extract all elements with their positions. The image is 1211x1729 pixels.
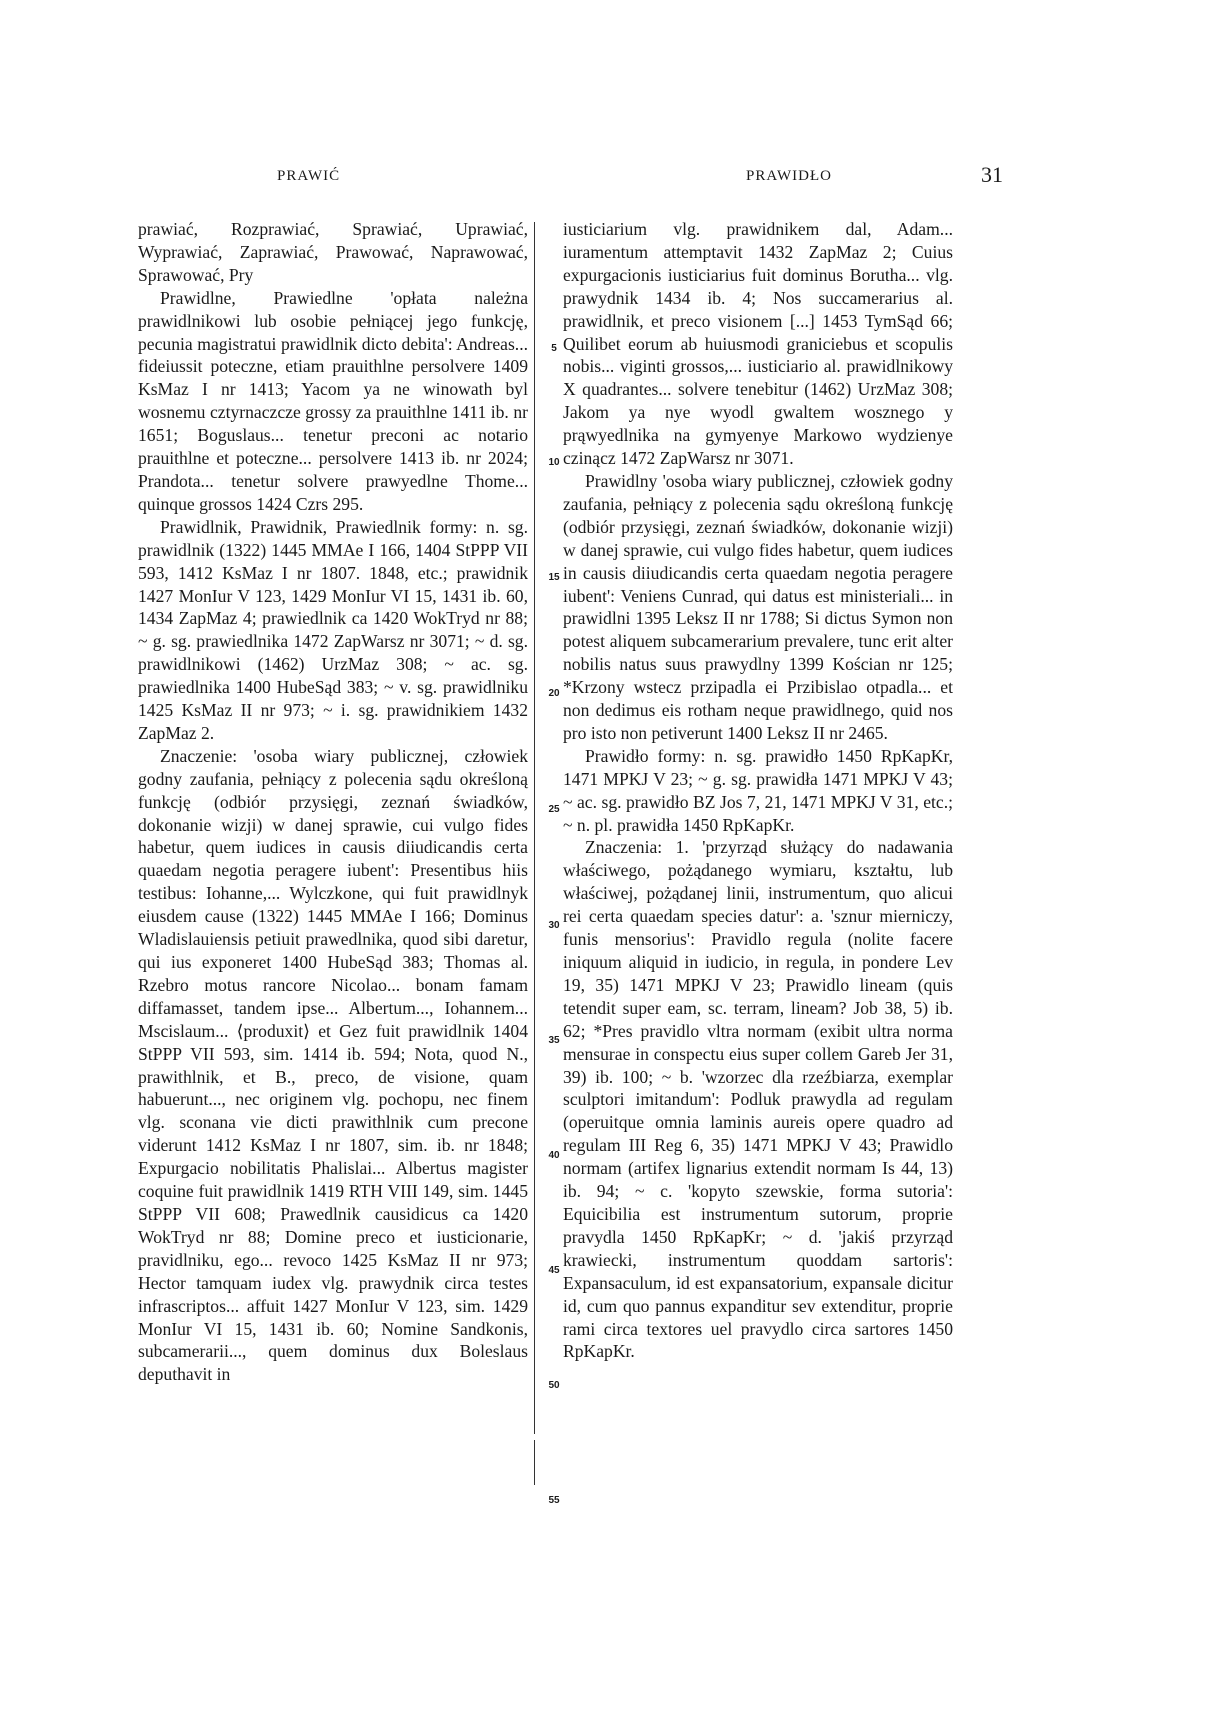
column-divider-lower [534, 1440, 535, 1485]
line-number: 55 [548, 1495, 560, 1506]
entry-prawidlo-meanings: Znaczenia: 1. 'przyrząd służący do nadawania właściwego, pożądanego wymiaru, kształtu, lub właściwej, pożądanej linii, instrumentum, quo alicui rei certa quaedam species datur': a. 'sznur mierniczy, funis mensorius': Pravidlo regula (nolite facere iniquum aliquid in iudicio, in regula, in pondere Lev 19, 35) 1471 MPKJ V 23; Prawidlo lineam (quis tetendit super eam, sc. terram, lineam? Job 38, 5) ib. 62; *Pres pravidlo vltra normam (exibit ultra norma mensurae in conspectu eius super collem Gareb Jer 31, 39) ib. 100; ~ b. 'wzorzec dla rzeźbiarza, exemplar sculptori imitandum': Podluk prawydla ad regulam (operuitque omnia laminis aureis opere quadro ad regulam III Reg 6, 35) 1471 MPKJ V 43; Prawidlo normam (artifex lignarius extendit normam Is 44, 13) ib. 94; ~ c. 'kopyto szewskie, forma sutoria': Equicibilia est instrumentum sutorum, proprie pravydla 1450 RpKapKr; ~ d. 'jakiś przyrząd krawiecki, instrumentum quoddam sartoris': Expansaculum, id est expansatorium, expansale dicitur id, cum quo pannus expanditur sev extenditur, proprie rami circa textores uel pravydlo circa sartores 1450 RpKapKr. [563, 837, 953, 1362]
line-number: 25 [548, 804, 560, 815]
line-number: 10 [548, 457, 560, 468]
entry-prawidlny: Prawidlny 'osoba wiary publicznej, człowiek godny zaufania, pełniący z polecenia sądu określoną funkcję (odbiór przysięgi, zeznań świadków, dokonanie wizji) w danej sprawie, cui vulgo fides habetur, quem iudices in causis diiudicandis certa quaedam negotia peragere iubent': Veniens Cunrad, qui datus est ministeriali... in prawidlni 1395 Leksz II nr 1788; Si dictus Symon non potest aliquem subcamerarium prevalere, tunc erit alter nobilis natus suus prawydlny 1399 Kościan nr 125; *Krzony wstecz przipadla ei Przibislao otpadla... et non dedimus eis rotham neque prawidlnego, quid nos pro isto non petiverunt 1400 Leksz II nr 2465. [563, 470, 953, 743]
entry-prawidlne: Prawidlne, Prawiedlne 'opłata należna prawidlnikowi lub osobie pełniącej jego funkcję, pecunia magistratui prawidlnik dicto debita': Andreas... fideiussit poteczne, etiam prauithlne persolvere 1409 KsMaz I nr 1413; Yacom ya ne winowath byl wosnemu cztyrnaczcze grossy za prauithlne 1411 ib. nr 1651; Boguslaus... tenetur preconi ac notario prauithlne et poteczne... persolvere 1413 ib. nr 2024; Prandota... tenetur solvere prawyedlne Thome... quinque grossos 1424 Czrs 295. [138, 287, 528, 514]
right-column [563, 218, 953, 1363]
line-number: 45 [548, 1265, 560, 1276]
line-number: 5 [551, 343, 557, 354]
page-number: 31 [981, 162, 1003, 187]
line-number: 50 [548, 1380, 560, 1391]
entry-cross-reference: prawiać, Rozprawiać, Sprawiać, Uprawiać, Wyprawiać, Zaprawiać, Prawować, Naprawować, Sprawować, Pry [138, 219, 528, 285]
entry-prawidlnik-meaning: Znaczenie: 'osoba wiary publicznej, człowiek godny zaufania, pełniący z polecenia sądu określoną funkcję (odbiór przysięgi, zeznań świadków, dokonanie wizji) w danej sprawie, cui vulgo fides habetur, quem iudices in causis diiudicandis certa quaedam negotia peragere iubent': Presentibus hiis testibus: Iohanne,... Wylczkone, qui fuit prawidlnyk eiusdem cause (1322) 1445 MMAe I 166; Dominus Wladislauiensis petiuit prawedlnika, quod sibi daretur, qui ius exponeret 1400 HubeSąd 383; Thomas al. Rzebro motus rancore Nicolao... bonam famam diffamasset, tandem ipse... Albertum..., Iohannem... Mscislaum... ⟨produxit⟩ et Gez fuit prawidlnik 1404 StPPP VII 593, sim. 1414 ib. 594; Nota, quod N., prawithlnik, et B., preco, de visione, quam habuerunt..., nec originem vlg. pochopu, nec finem vlg. sconana vie dicti prawithlnik cum precone viderunt 1412 KsMaz I nr 1807, sim. ib. nr 1848; Expurgacio nobilitatis Phalislai... Albertus magister coquine fuit prawidlnik 1419 RTH VIII 149, sim. 1445 StPPP VII 608; Prawedlnik causidicus ca 1420 WokTryd nr 88; Domine preco et iusticionarie, pravidlniku, ego... revoco 1425 KsMaz II nr 973; Hector tamquam iudex vlg. prawydnik circa testes infrascriptos... affuit 1427 MonIur V 123, sim. 1429 MonIur VI 15, 1431 ib. 60; Nomine Sandkonis, subcamerarii..., quem dominus dux Boleslaus deputhavit in [138, 745, 528, 1385]
line-number: 30 [548, 920, 560, 931]
line-number: 40 [548, 1150, 560, 1161]
line-number: 20 [548, 688, 560, 699]
entry-prawidlnik-forms: Prawidlnik, Prawidnik, Prawiedlnik formy: n. sg. prawidlnik (1322) 1445 MMAe I 166, 1404 StPPP VII 593, 1412 KsMaz I nr 1807. 1848, etc.; prawidnik 1427 MonIur V 123, 1429 MonIur VI 15, 1431 ib. 60, 1434 ZapMaz 4; prawiedlnik ca 1420 WokTryd nr 88; ~ g. sg. prawiedlnika 1472 ZapWarsz nr 3071; ~ d. sg. prawidlnikowi (1462) UrzMaz 308; ~ ac. sg. prawiedlnika 1400 HubeSąd 383; ~ v. sg. prawidlniku 1425 KsMaz II nr 973; ~ i. sg. prawidnikiem 1432 ZapMaz 2. [138, 516, 528, 743]
line-number: 15 [548, 572, 560, 583]
entry-prawidlo-forms: Prawidło formy: n. sg. prawidło 1450 RpKapKr, 1471 MPKJ V 23; ~ g. sg. prawidła 1471 MPKJ V 43; ~ ac. sg. prawidło BZ Jos 7, 21, 1471 MPKJ V 31, etc.; ~ n. pl. prawidła 1450 RpKapKr. [563, 745, 953, 835]
running-header-right: PRAWIDŁO [746, 168, 832, 184]
entry-prawidlnik-continued: iusticiarium vlg. prawidnikem dal, Adam... iuramentum attemptavit 1432 ZapMaz 2; Cuius expurgacionis iusticiarius fuit dominus Borutha... vlg. prawydnik 1434 ib. 4; Nos succamerarius al. prawidlnik, et preco visionem [...] 1453 TymSąd 66; Quilibet eorum ab huiusmodi graniciebus et scopulis nobis... viginti grossos,... iusticiario al. prawidlnikowy X quadrantes... solvere tenebitur (1462) UrzMaz 308; Jakom ya nye wyodl gwaltem wosznego y prąwyedlnika na gymyenye Markowo wydzienye czinącz 1472 ZapWarsz nr 3071. [563, 219, 953, 469]
left-column [138, 218, 528, 1386]
running-header-left: PRAWIĆ [277, 168, 341, 184]
line-number: 35 [548, 1035, 560, 1046]
column-divider [534, 222, 535, 1434]
